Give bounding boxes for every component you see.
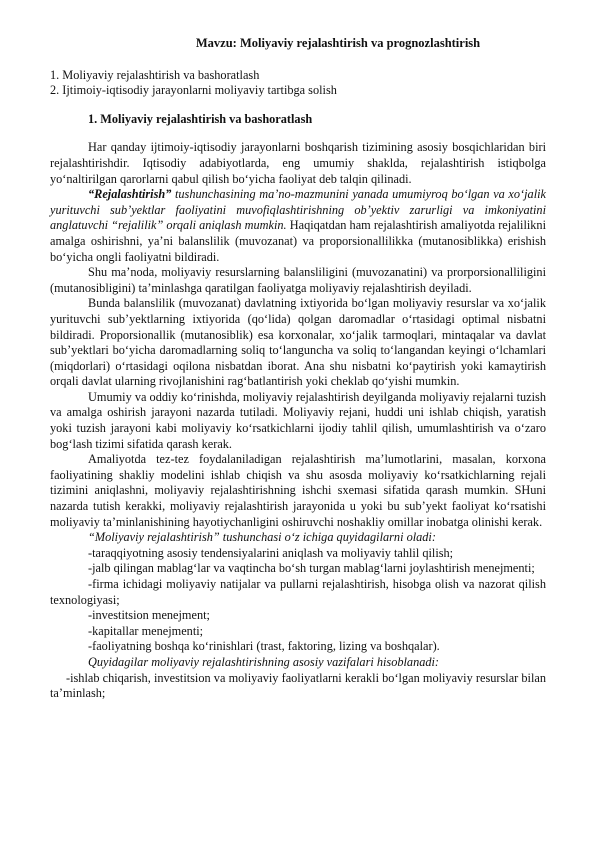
list-item: -investitsion menejment; [88, 608, 210, 623]
list-item: -jalb qilingan mablag‘lar va vaqtincha bo‘sh turgan mablag‘larni joylashtirish menejmenti; [88, 561, 535, 576]
paragraph-7: “Moliyaviy rejalashtirish” tushunchasi o‘z ichiga quyidagilarni oladi: [88, 530, 436, 545]
paragraph-2 [50, 187, 546, 265]
paragraph-2-rest: Haqiqatdan ham rejalashtirish amaliyotda rejalilikni amalga oshirishni, ya’ni balanslilik (muvozanat) va proporsionallilikka (mutanosiblikka) erishish bo‘yicha ongli faoliyatni bildiradi. [50, 218, 547, 264]
list-item: -faoliyatning boshqa ko‘rinishlari (trast, faktoring, lizing va boshqalar). [88, 639, 440, 654]
outline-item-2: 2. Ijtimoiy-iqtisodiy jarayonlarni moliyaviy tartibga solish [50, 83, 337, 98]
outline-list [50, 68, 546, 99]
paragraph-6: Amaliyotda tez-tez foydalaniladigan rejalashtirish ma’lumotlarini, masalan, korxona faoliyatining shakliy modelini ishlab chiqish va shu asosda moliyaviy ko‘rsatkichlarning rejali tizimini aniqlashni, moliyaviy rejalashtirishning ishchi sxemasi sifatida qarash mumkin. SHuni nazarda tutish kerakki, moliyaviy rejalashtirish jarayonida u yoki bu sub’yekt faoliyat ko‘rsatishi moliyaviy ta’minlanishining hayotiychanligini oshiruvchi noshakliy omillar inobatga olinishi kerak. [50, 452, 546, 529]
paragraph-4: Bunda balanslilik (muvozanat) davlatning ixtiyorida bo‘lgan moliyaviy resurslar va xo‘jalik yurituvchi sub’yektlarning ixtiyorida (qo‘lida) qolgan daromadlar o‘rtasidagi optimal nisbatni bildiradi. Proporsionallik (mutanosiblik) esa korxonalar, xo‘jalik tarmoqlari, mintaqalar va davlat sub’yektlari bo‘yicha daromadlarning soliq to‘languncha va soliq to‘langandan keyingi o‘lchamlari (miqdorlari) o‘rtasidagi oqilona nisbatdan iborat. Ana shu nisbatni ko‘paytirish yoki kamaytirish orqali davlat ularning rivojlanishini rag‘batlantirish yoki cheklab qo‘yishi mumkin. [50, 296, 546, 389]
document-title: Mavzu: Moliyaviy rejalashtirish va prognozlashtirish [195, 36, 481, 50]
term-rejalashtirish: “Rejalashtirish” [88, 187, 172, 202]
paragraph-5: Umumiy va oddiy ko‘rinishda, moliyaviy rejalashtirish deyilganda moliyaviy rejalarni tuzish va amalga oshirish jarayoni nazarda tutiladi. Moliyaviy rejani, huddi uni ishlab chiqish, yaratish yoki tuzish jarayoni kabi moliyaviy ko‘rsatkichlarni ijodiy tahlil qilish, umumlashtirish va o‘zaro bog‘lash tizimi sifatida qarash kerak. [50, 389, 546, 451]
list-item: -taraqqiyotning asosiy tendensiyalarini aniqlash va moliyaviy tahlil qilish; [88, 545, 454, 560]
paragraph-3: Shu ma’noda, moliyaviy resurslarning balansliligini (muvozanatini) va prorporsionalliligini (mutanosibligini) ta’minlashga qaratilgan faoliyatga moliyaviy rejalashtirish deyiladi. [50, 265, 546, 295]
outline-item-1: 1. Moliyaviy rejalashtirish va bashoratlash [50, 67, 260, 82]
section-heading: 1. Moliyaviy rejalashtirish va bashoratlash [88, 111, 313, 126]
list-item: -ishlab chiqarish, investitsion va moliyaviy faoliyatlarni kerakli bo‘lgan moliyaviy resurslar bilan ta’minlash; [50, 670, 546, 701]
paragraph-8: Quyidagilar moliyaviy rejalashtirishning asosiy vazifalari hisoblanadi: [88, 654, 440, 669]
definition-italic: tushunchasining ma’no-mazmunini yanada umumiyroq bo‘lgan va xo‘jalik yurituvchi sub’yektlar faoliyatini muvofiqlashtirishning ob’yektiv zarurligi va imkoniyatini anglatuvchi “rejalilik” orqali aniqlash mumkin. [50, 187, 546, 233]
list-item: -kapitallar menejmenti; [88, 623, 204, 638]
paragraph-1: Har qanday ijtimoiy-iqtisodiy jarayonlarni boshqarish tizimining asosiy bosqichlaridan biri rejalashtirishdir. Iqtisodiy adabiyotlarda, eng umumiy shaklda, rejalashtirish istiqbolga yo‘naltirilgan qarorlarni qabul qilish bo‘yicha faoliyat deb talqin qilinadi. [50, 140, 546, 186]
list-item: -firma ichidagi moliyaviy natijalar va pullarni rejalashtirish, hisobga olish va nazorat qilish texnologiyasi; [50, 577, 546, 607]
